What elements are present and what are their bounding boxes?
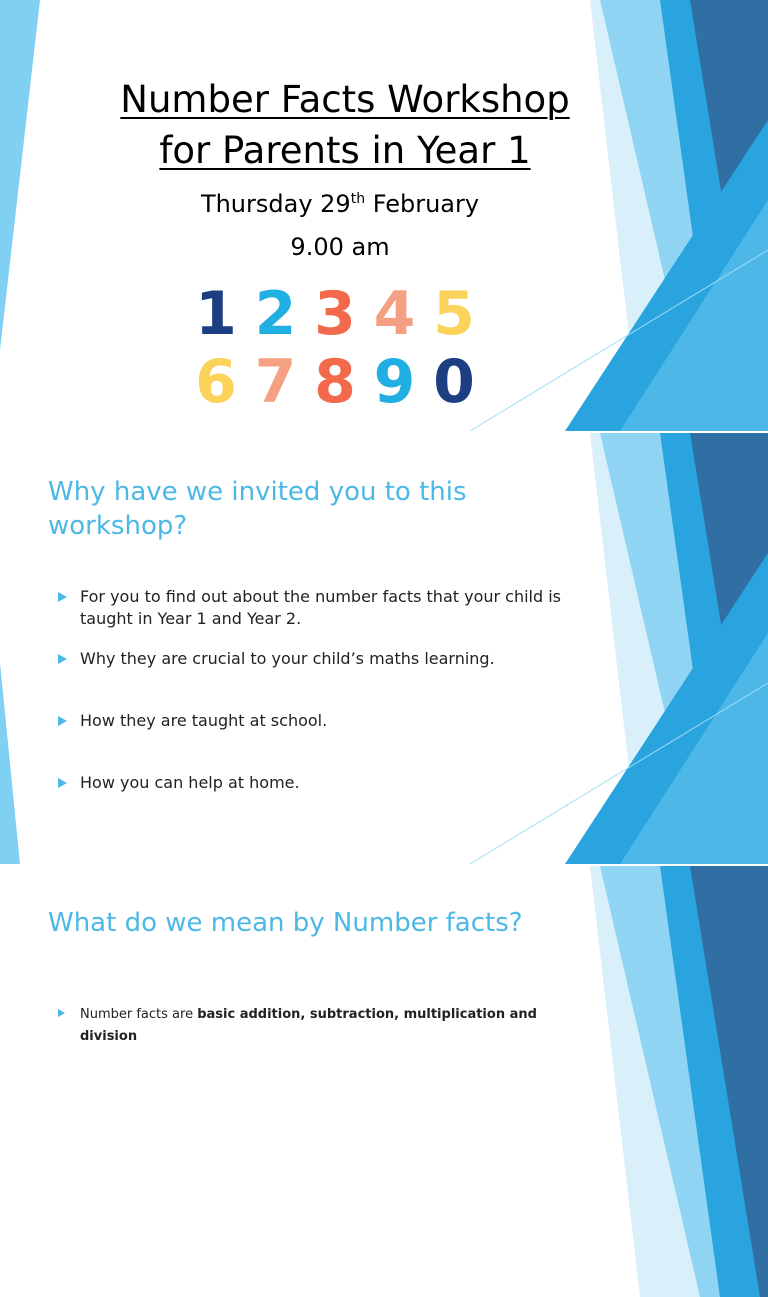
- list-item: Number facts are basic addition, subtraction, multiplication and division: [58, 1004, 598, 1048]
- digit-1: 1: [195, 279, 237, 349]
- slide-heading: What do we mean by Number facts?: [48, 908, 523, 938]
- numbers-illustration: [190, 280, 480, 416]
- bullet-arrow-icon: [58, 592, 67, 602]
- slide-heading: Why have we invited you to this workshop?: [48, 477, 467, 541]
- list-item: For you to find out about the number facts that your child is taught in Year 1 and Year 2.: [58, 586, 598, 630]
- bullet-arrow-icon: [58, 654, 67, 664]
- bullet-arrow-icon: [58, 778, 67, 788]
- digit-2: 2: [254, 279, 297, 349]
- digit-5: 5: [433, 279, 475, 349]
- bullet-list: [58, 1004, 598, 1066]
- workshop-date: Thursday 29th February: [200, 190, 480, 218]
- digit-3: 3: [314, 279, 356, 349]
- digits-row-1: [190, 280, 480, 348]
- digit-9: 9: [373, 347, 416, 417]
- digit-7: 7: [254, 347, 297, 417]
- digit-8: 8: [314, 347, 356, 417]
- slide-why-invited: [0, 433, 768, 864]
- digits-row-2: [190, 348, 480, 416]
- slide-title: [0, 0, 768, 431]
- bullet-arrow-icon: [58, 716, 67, 726]
- digit-6: 6: [195, 347, 237, 417]
- bullet-arrow-icon: [58, 1009, 65, 1017]
- digit-0: 0: [433, 347, 475, 417]
- workshop-title: Number Facts Workshop for Parents in Year 1: [120, 78, 570, 172]
- digit-4: 4: [373, 279, 416, 349]
- workshop-time: 9.00 am: [290, 233, 390, 261]
- list-item: How they are taught at school.: [58, 710, 598, 732]
- bullet-list: [58, 586, 598, 812]
- list-item: Why they are crucial to your child’s maths learning.: [58, 648, 598, 670]
- list-item: How you can help at home.: [58, 772, 598, 794]
- slide-number-facts: [0, 866, 768, 1044]
